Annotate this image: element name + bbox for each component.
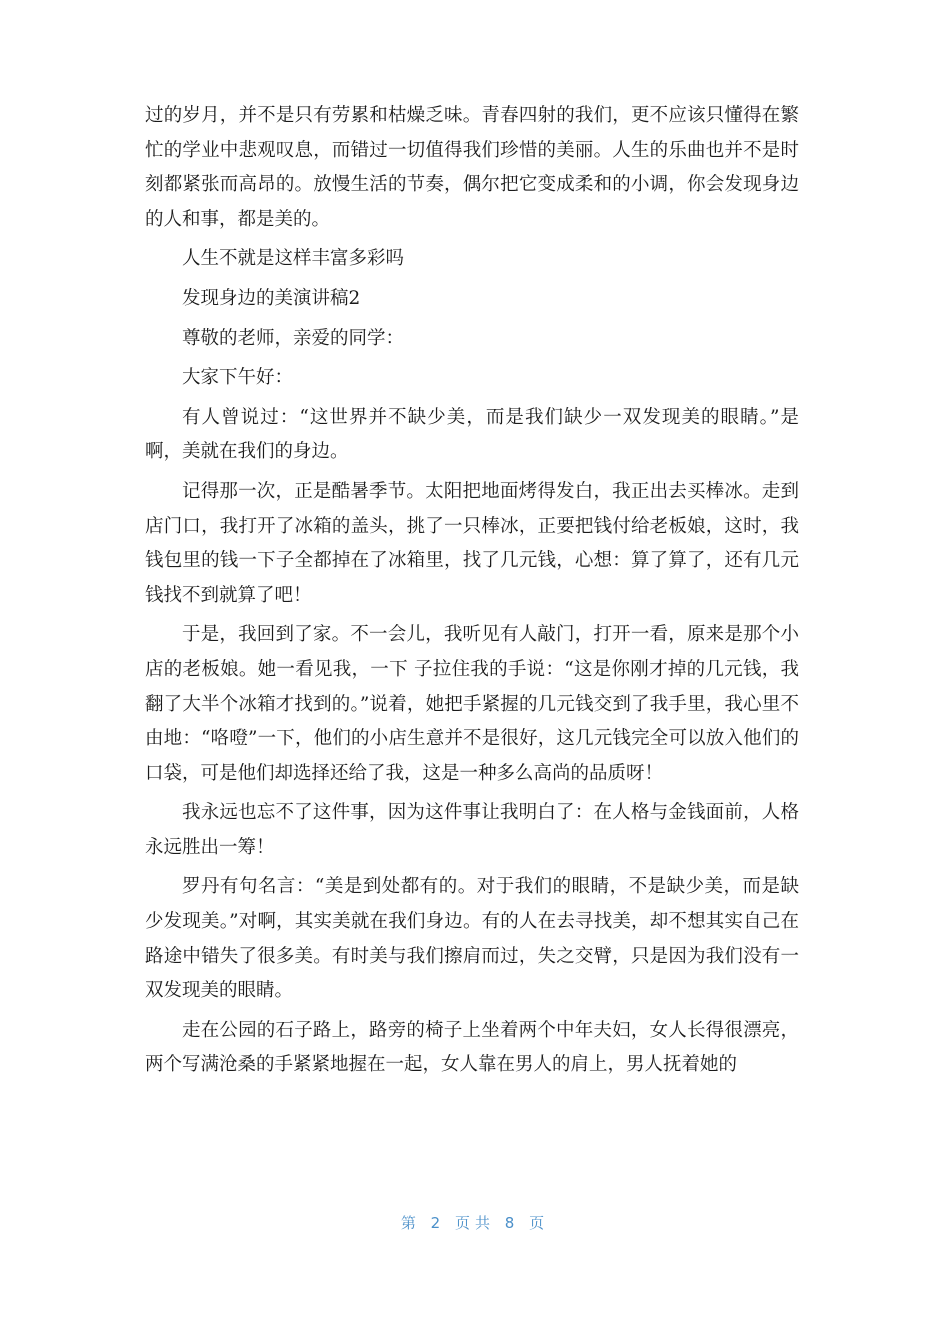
paragraph-continued: 过的岁月，并不是只有劳累和枯燥乏味。青春四射的我们，更不应该只懂得在繁忙的学业中悲观叹息，而错过一切值得我们珍惜的美丽。人生的乐曲也并不是时刻都紧张而高昂的。放慢生活的节奏，偶尔把它变成柔和的小调，你会发现身边的人和事，都是美的。 xyxy=(145,105,799,230)
greeting: 大家下午好： xyxy=(182,367,294,389)
paragraph: 我永远也忘不了这件事，因为这件事让我明白了：在人格与金钱面前，人格永远胜出一筹！ xyxy=(145,802,799,858)
paragraph: 罗丹有句名言：“美是到处都有的。对于我们的眼睛，不是缺少美，而是缺少发现美。”对啊，其实美就在我们身边。有的人在去寻找美，却不想其实自己在路途中错失了很多美。有时美与我们擦肩而过，失之交臂，只是因为我们没有一双发现美的眼睛。 xyxy=(145,876,799,1002)
paragraph: 于是，我回到了家。不一会儿，我听见有人敲门，打开一看，原来是那个小店的老板娘。她一看见我，一下 子拉住我的手说：“这是你刚才掉的几元钱，我翻了大半个冰箱才找到的。”说着，她把手紧握的几元钱交到了我手里，我心里不由地：“咯噔”一下，他们的小店生意并不是很好，这几元钱完全可以放入他们的口袋，可是他们却选择还给了我，这是一种多么高尚的品质呀！ xyxy=(145,624,799,784)
page-number-footer: 第 2 页共 8 页 xyxy=(400,1214,550,1232)
paragraph: 走在公园的石子路上，路旁的椅子上坐着两个中年夫妇，女人长得很漂亮，两个写满沧桑的手紧紧地握在一起，女人靠在男人的肩上，男人抚着她的 xyxy=(145,1019,799,1076)
document-body xyxy=(145,99,799,1083)
salutation: 尊敬的老师，亲爱的同学： xyxy=(182,327,405,349)
paragraph: 有人曾说过：“这世界并不缺少美，而是我们缺少一双发现美的眼睛。”是啊，美就在我们的身边。 xyxy=(145,406,799,463)
paragraph: 记得那一次，正是酷暑季节。太阳把地面烤得发白，我正出去买棒冰。走到店门口，我打开了冰箱的盖头，挑了一只棒冰，正要把钱付给老板娘，这时，我钱包里的钱一下子全都掉在了冰箱里，找了几元钱，心想：算了算了，还有几元钱找不到就算了吧！ xyxy=(145,480,799,606)
section-heading: 发现身边的美演讲稿2 xyxy=(182,287,361,309)
paragraph-line: 人生不就是这样丰富多彩吗 xyxy=(182,248,405,270)
